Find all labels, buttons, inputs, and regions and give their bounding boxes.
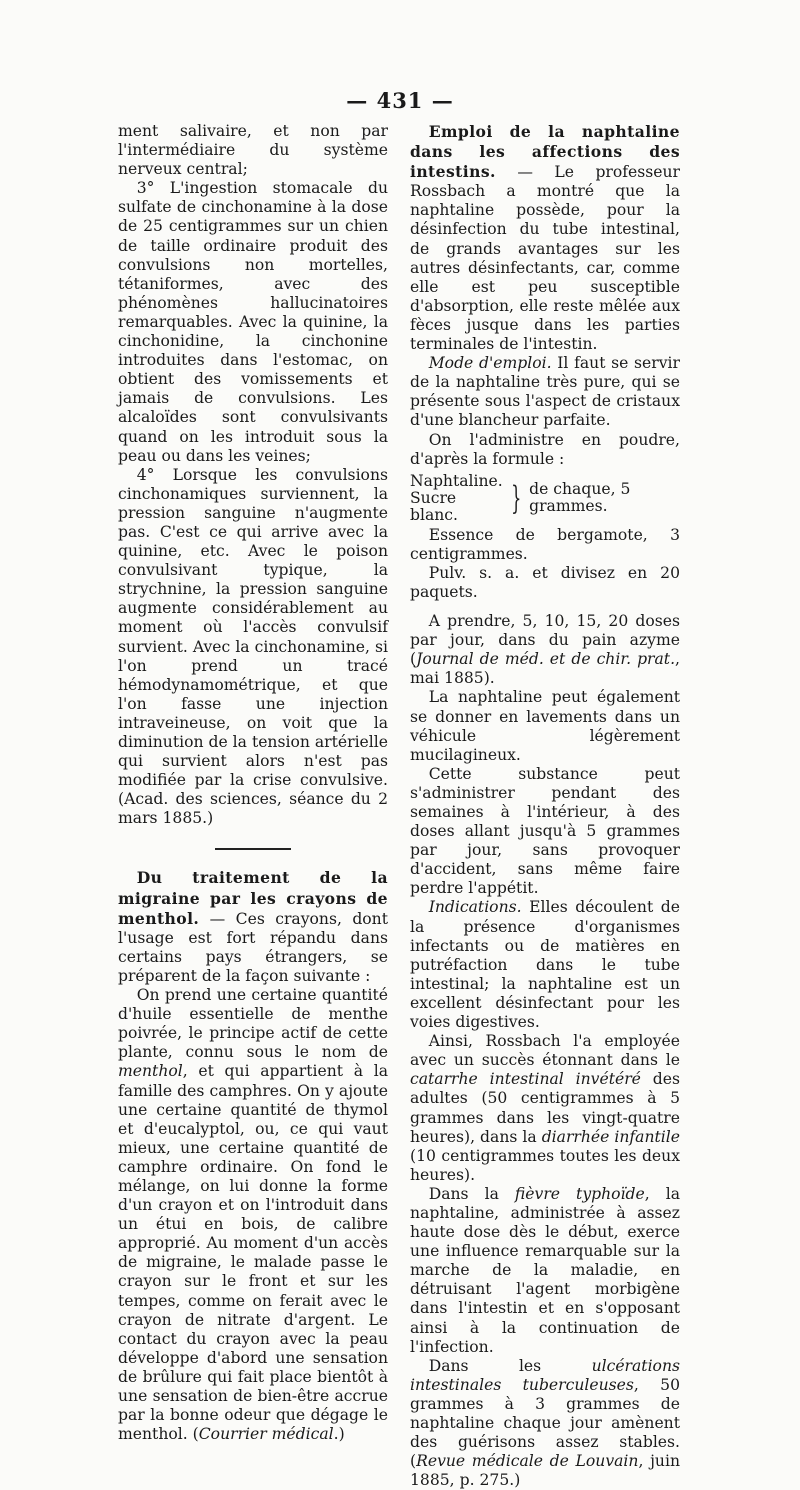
paragraph: [410, 898, 680, 1032]
italic-term: diarrhée infantile: [541, 1127, 680, 1146]
page-number: — 431 —: [346, 88, 454, 113]
section-intro: — Ces crayons, dont l'usage est fort répandu dans certains pays étrangers, se préparent de la façon suivante :: [118, 909, 388, 985]
text-run: Ainsi, Rossbach l'a employée avec un succès étonnant dans le: [410, 1032, 680, 1070]
italic-label: Indications.: [428, 898, 522, 917]
paragraph: ment salivaire, et non par l'intermédiaire du système nerveux central;: [118, 122, 388, 179]
paragraph: Cette substance peut s'administrer pendant des semaines à l'intérieur, à des doses allant jusqu'à 5 grammes par jour, sans provoquer d'accident, sans même faire perdre l'appétit.: [410, 764, 680, 898]
text-run: , et qui appartient à la famille des camphres. On y ajoute une certaine quantité de thymol et d'eucalyptol, ou, ce qui vaut mieux, une certaine quantité de camphre ordinaire. On fond le mélange, on lui donne la forme d'un crayon et on l'introduit dans un étui en bois, de calibre approprié. Au moment d'un accès de migraine, le malade passe le crayon sur le front et sur les tempes, comme on ferait avec le crayon de nitrate d'argent. Le contact du crayon avec la peau développe d'abord une sensation de brûlure qui fait place bientôt à une sensation de bien-être accrue par la bonne odeur que dégage le menthol. (: [118, 1062, 388, 1444]
brace-glyph: }: [510, 479, 522, 518]
section-divider: [215, 848, 291, 850]
paragraph: On l'administre en poudre, d'après la formule :: [410, 430, 680, 468]
section-title: Emploi de la naphtaline dans les affections des intestins.: [410, 122, 680, 182]
source-citation: Courrier médical: [198, 1425, 334, 1444]
text-run: Dans la: [428, 1184, 515, 1203]
text-run: .): [333, 1425, 345, 1444]
text-run: Il faut se servir de la naphtaline très pure, qui se présente sous l'aspect de cristaux d'une blancheur parfaite.: [410, 354, 680, 430]
section-paragraph: [118, 868, 388, 986]
paragraph: [410, 1032, 680, 1185]
paragraph: Essence de bergamote, 3 centigrammes.: [410, 525, 680, 563]
text-run: A prendre, 5, 10, 15, 20 doses par jour, dans du pain azyme (: [410, 612, 680, 669]
source-citation: Revue médicale de Louvain: [416, 1452, 639, 1471]
text-run: , la naphtaline, administrée à assez haute dose dès le début, exerce une influence remarquable sur la marche de la maladie, en détruisant l'agent morbigène dans l'intestin et en s'opposant ainsi à la continuation de l'infection.: [410, 1184, 681, 1356]
italic-term: catarrhe intestinal invétéré: [410, 1070, 641, 1089]
paragraph: [118, 986, 388, 1444]
text-run: Elles découlent de la présence d'organismes infectants ou de matières en putréfaction dans le tube intestinal; la naphtaline est un excellent désinfectant pour les voies digestives.: [410, 898, 680, 1032]
paragraph: Pulv. s. a. et divisez en 20 paquets.: [410, 563, 680, 601]
italic-label: Mode d'emploi.: [428, 354, 552, 373]
left-column: [118, 122, 388, 1444]
text-run: (10 centigrammes toutes les deux heures).: [410, 1146, 680, 1184]
paragraph: [410, 612, 680, 688]
paragraph: 4° Lorsque les convulsions cinchonamiques surviennent, la pression sanguine n'augmente pas. C'est ce qui arrive avec la quinine, etc. Avec le poison convulsivant typique, la strychnine, la pression sanguine augmente considérablement au moment où l'accès convulsif survient. Avec la cinchonamine, si l'on prend un tracé hémodynamométrique, et que l'on fasse une injection intraveineuse, on voit que la diminution de la tension artérielle qui survient alors n'est pas modifiée par la crise convulsive. (Acad. des sciences, séance du 2 mars 1885.): [118, 465, 388, 828]
formula-item: Naphtaline.: [410, 471, 503, 490]
section-paragraph: [410, 122, 680, 354]
paragraph: [410, 1357, 680, 1490]
text-run: — Le professeur Rossbach a montré que la naphtaline possède, pour la désinfection du tube intestinal, de grands avantages sur les autres désinfectants, car, comme elle est peu susceptible d'absorption, elle reste mêlée aux fèces jusque dans les parties terminales de l'intestin.: [410, 163, 680, 354]
italic-term: ulcérations intestinales tuberculeuses: [410, 1356, 680, 1394]
section-title: Du traitement de la migraine par les crayons de menthol.: [118, 868, 388, 928]
formula-quantity: de chaque, 5 grammes.: [529, 480, 631, 516]
paragraph: [410, 1185, 680, 1357]
right-column: [410, 122, 680, 1490]
paragraph: La naphtaline peut également se donner en lavements dans un véhicule légèrement mucilagineux.: [410, 688, 680, 764]
italic-term: fièvre typhoïde: [514, 1184, 645, 1203]
text-run: , 50 grammes à 3 grammes de naphtaline chaque jour amènent des guérisons assez stables. (: [410, 1375, 680, 1471]
text-run: , mai 1885).: [410, 650, 680, 688]
text-run: des adultes (50 centigrammes à 5 grammes dans les vingt-quatre heures), dans la: [410, 1070, 681, 1146]
paragraph: 3° L'ingestion stomacale du sulfate de cinchonamine à la dose de 25 centigrammes sur un chien de taille ordinaire produit des convulsions non mortelles, tétaniformes, avec des phénomènes hallucinatoires remarquables. Avec la quinine, la cinchonidine, la cinchonine introduites dans l'estomac, on obtient des vomissements et jamais de convulsions. Les alcaloïdes sont convulsivants quand on les introduit sous la peau ou dans les veines;: [118, 179, 388, 465]
source-citation: Journal de méd. et de chir. prat.: [416, 650, 676, 669]
paragraph: [410, 354, 680, 430]
formula-item: Sucre blanc.: [410, 488, 458, 524]
text-run: Dans les: [428, 1356, 592, 1375]
italic-term: menthol: [118, 1062, 183, 1081]
text-run: , juin 1885, p. 275.): [410, 1452, 680, 1490]
formula: [410, 473, 680, 524]
text-run: On prend une certaine quantité d'huile essentielle de menthe poivrée, le principe actif de cette plante, connu sous le nom de: [118, 986, 388, 1062]
